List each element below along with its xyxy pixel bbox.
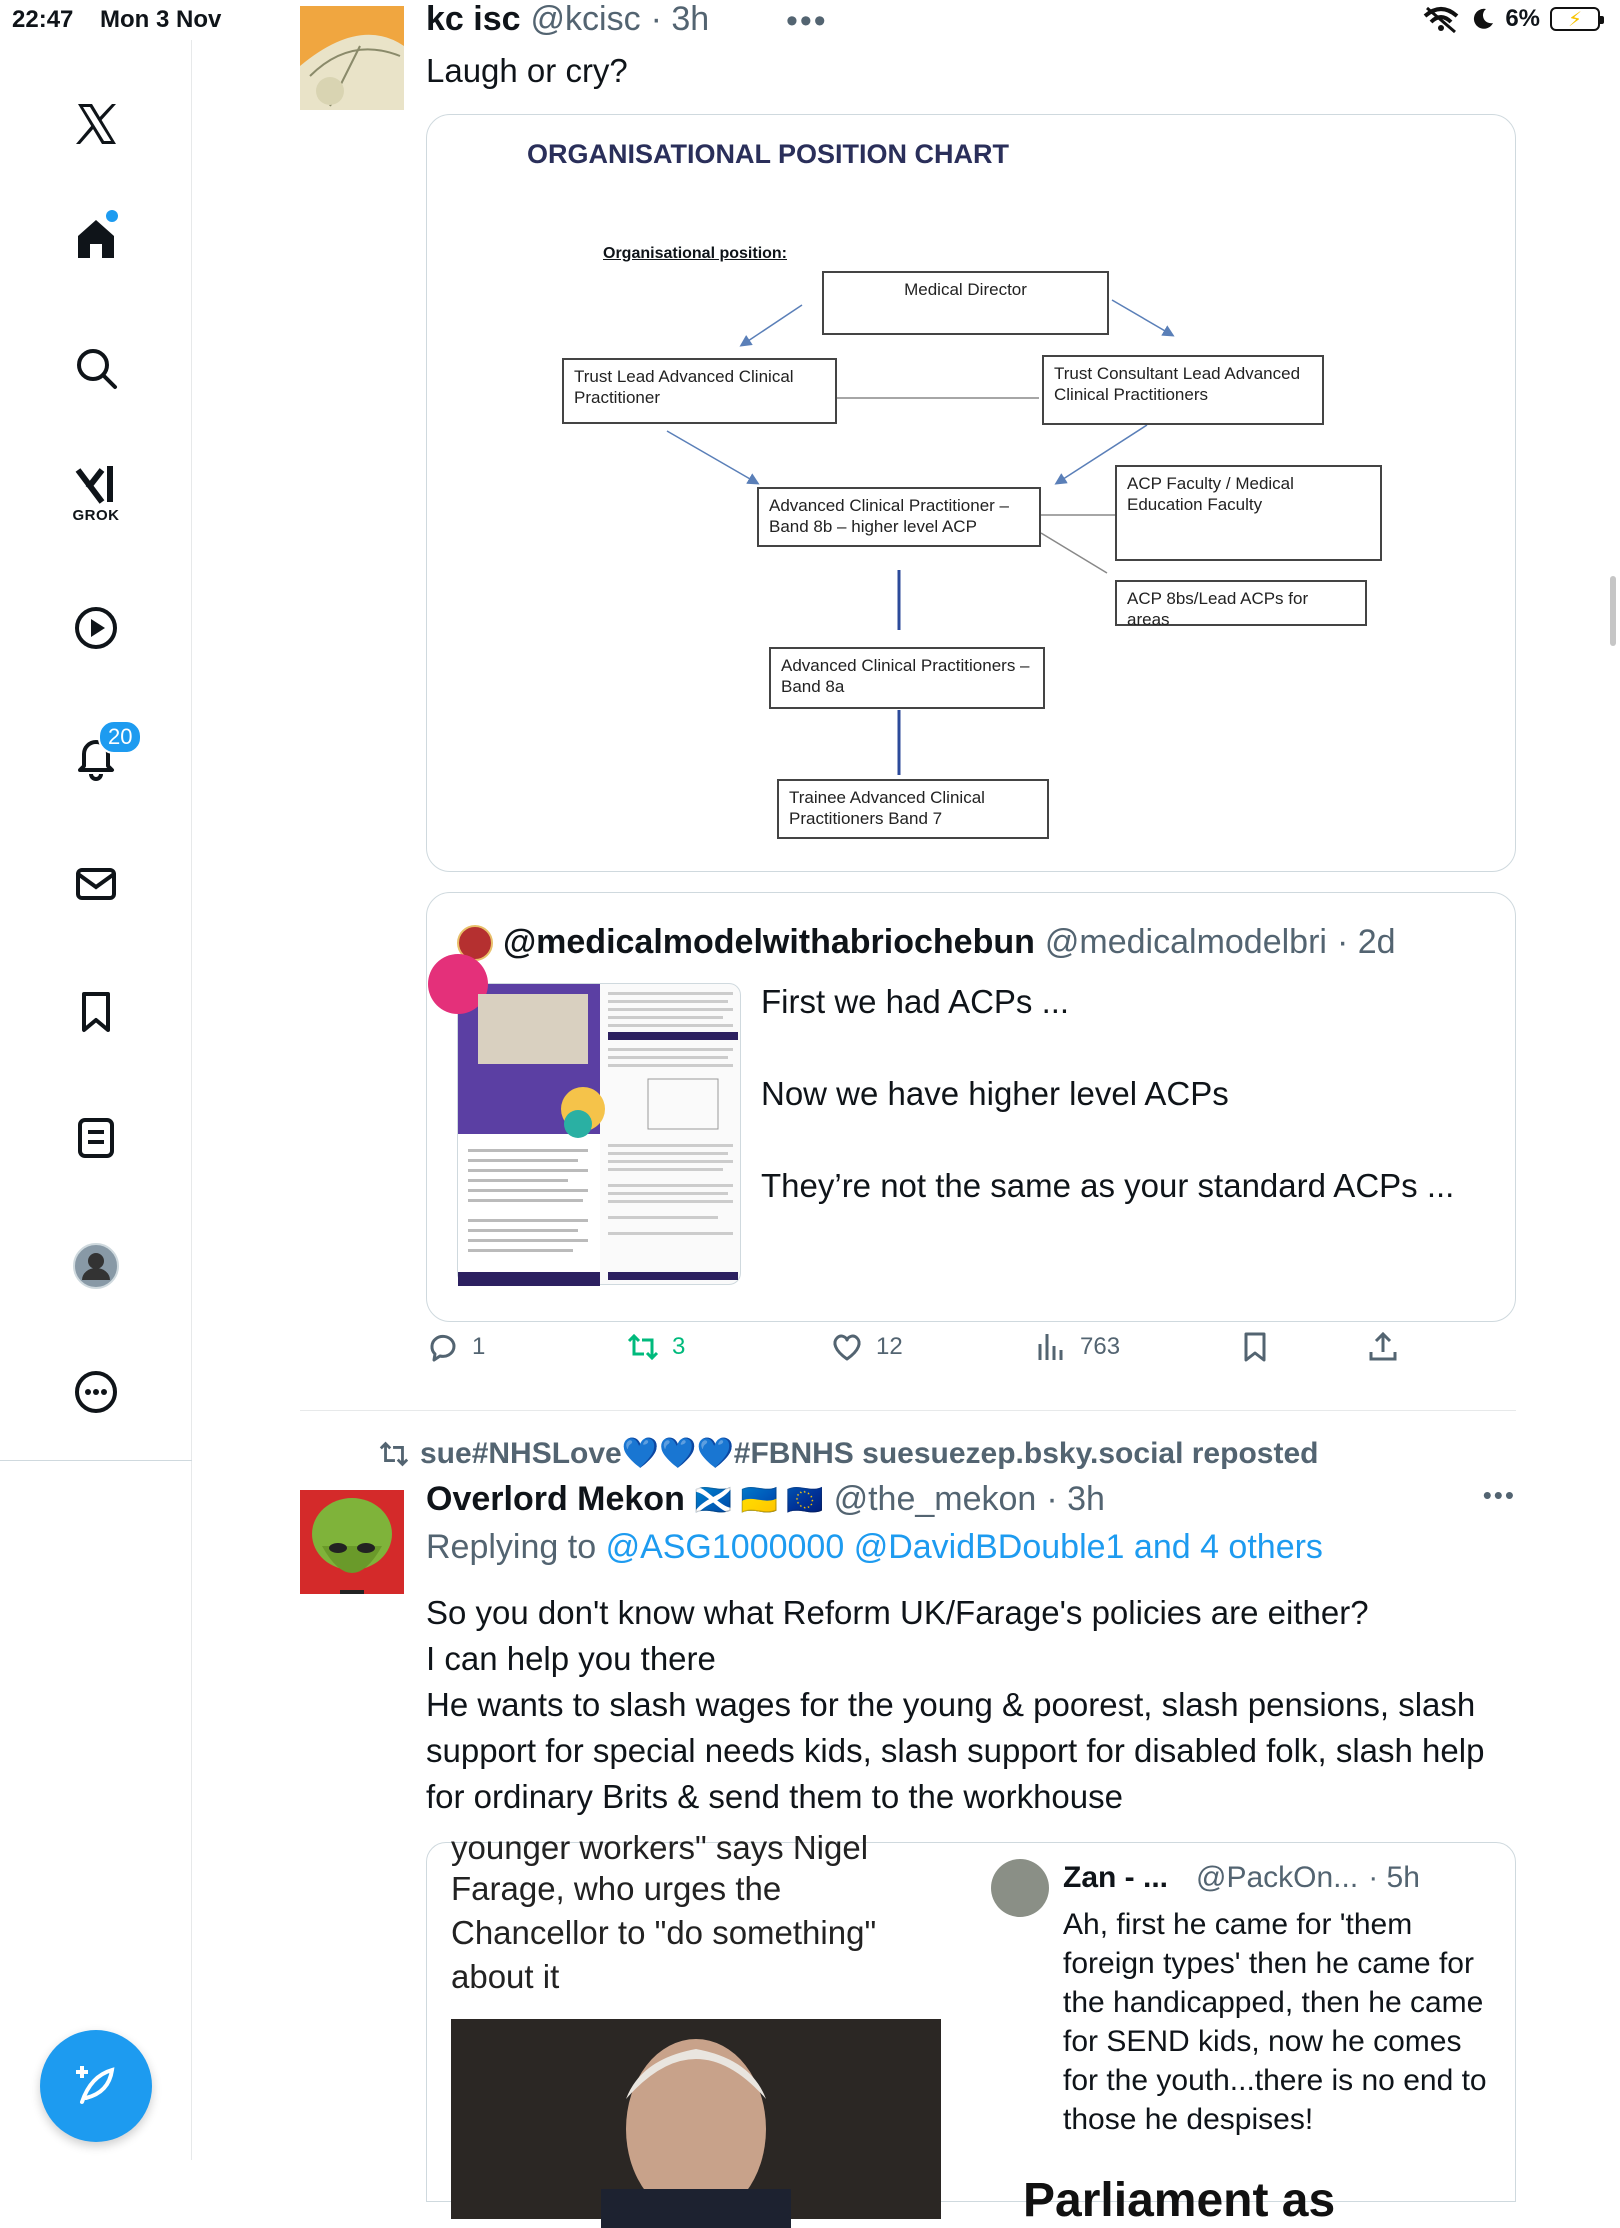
org-box-trainee: Trainee Advanced Clinical Practitioners Band 7 [777,779,1049,839]
sidebar-divider [0,1460,192,1461]
tweet-actions [426,1330,1526,1390]
status-date: Mon 3 Nov [100,6,222,33]
tweet-text [426,1590,1516,1820]
mail-icon [72,860,120,908]
org-box-acp-8b: Advanced Clinical Practitioner – Band 8b – higher level ACP [757,487,1041,547]
compose-button[interactable] [40,2030,152,2142]
list-icon [72,1114,120,1162]
org-box-medical-director: Medical Director [822,271,1109,335]
media-right-header [1063,1861,1420,1895]
media-bottom-partial-text: Parliament as [1023,2174,1336,2227]
view-count: 763 [1080,1333,1121,1360]
nav-lists[interactable] [60,1102,132,1174]
media-right-avatar [991,1859,1049,1917]
author-handle[interactable]: @kcisc [530,0,641,38]
media-video-still [451,2019,941,2219]
quote-author-handle: @medicalmodelbri [1044,923,1327,961]
tweet-header [426,1480,1105,1519]
repost-button[interactable] [626,1330,685,1364]
repost-icon [378,1438,410,1470]
tweet-text-line-1: So you don't know what Reform UK/Farage's policies are either? [426,1594,1369,1631]
nav-profile[interactable] [60,1230,132,1302]
nav-search[interactable] [60,332,132,404]
tweet-image-org-chart[interactable] [426,114,1516,872]
quote-tweet[interactable] [426,892,1516,1322]
tweet-time: · 3h [1046,1480,1105,1518]
media-right-name: Zan - ... [1063,1861,1168,1894]
author-name[interactable]: kc isc [426,0,521,38]
battery-percent: 6% [1505,5,1540,32]
replying-to [426,1528,1323,1567]
nav-messages[interactable] [60,848,132,920]
tweet-header [426,0,709,39]
compose-feather-icon [68,2058,124,2114]
like-count: 12 [876,1333,903,1360]
play-icon [72,604,120,652]
org-box-trust-lead: Trust Lead Advanced Clinical Practitioner [562,358,837,424]
tweet-text: Laugh or cry? [426,52,628,89]
home-unread-dot [106,210,118,222]
nav-home[interactable] [60,202,132,274]
status-right [1421,4,1600,34]
heart-icon [830,1330,864,1364]
media-right-handle: @PackOn... [1196,1861,1359,1894]
views-button[interactable] [1034,1330,1120,1364]
org-chart-title: ORGANISATIONAL POSITION CHART [527,139,1010,169]
replying-prefix: Replying to [426,1528,597,1566]
quote-author-name: @medicalmodelwithabriochebun [503,923,1035,961]
quote-line-3: They’re not the same as your standard ACPs ... [761,1167,1455,1204]
grok-icon [72,462,120,510]
x-logo-icon[interactable] [60,88,132,160]
media-left-top-partial: younger workers" says Nigel [451,1829,869,1866]
author-avatar[interactable] [300,6,404,110]
quote-time: · 2d [1336,923,1396,961]
media-right-text: Ah, first he came for 'them foreign types' then he came for the handicapped, then he came for SEND kids, now he comes for the youth...there is no end to those he despises! [1063,1908,1487,2136]
grok-label: GROK [72,507,120,524]
nav-grok[interactable] [60,450,132,522]
quote-header [457,923,1396,962]
nav-bookmarks[interactable] [60,976,132,1048]
search-icon [72,344,120,392]
org-box-acp-8bs: ACP 8bs/Lead ACPs for areas [1115,580,1367,626]
author-avatar-mekon[interactable] [300,1490,404,1594]
tweet-divider [300,1410,1516,1411]
bookmark-button[interactable] [1238,1330,1272,1364]
nav-more[interactable] [60,1356,132,1428]
media-left-text: Farage, who urges the Chancellor to "do something" about it [451,1870,877,1995]
repost-context[interactable] [378,1436,1318,1471]
sidebar [0,40,192,2160]
reply-button[interactable] [426,1330,485,1364]
tweet-image-collage[interactable] [426,1829,1516,2227]
battery-icon: ⚡ [1550,7,1600,31]
nav-notifications[interactable] [60,720,132,792]
nav-video[interactable] [60,592,132,664]
notification-badge: 20 [98,720,142,754]
replying-to-handles[interactable]: @ASG1000000 @DavidBDouble1 and 4 others [605,1528,1323,1566]
org-box-trust-consultant: Trust Consultant Lead Advanced Clinical Practitioners [1042,355,1324,425]
status-time: 22:47 [12,6,74,33]
profile-avatar-icon [72,1242,120,1290]
author-flags: 🏴󠁧󠁢󠁳󠁣󠁴󠁿 🇺🇦 🇪🇺 [694,1484,824,1517]
quote-text [761,979,1454,1209]
share-icon [1366,1330,1400,1364]
wifi-icon [1421,4,1461,34]
media-right-time: · 5h [1368,1861,1420,1894]
org-chart-subtitle: Organisational position: [603,245,788,262]
tweet-text-line-2: I can help you there [426,1640,716,1677]
more-options-button[interactable]: ••• [1482,1480,1516,1510]
scrollbar-thumb[interactable] [1610,576,1616,646]
quote-line-1: First we had ACPs ... [761,983,1070,1020]
org-box-acp-faculty: ACP Faculty / Medical Education Faculty [1115,465,1382,561]
quote-thumbnail-image[interactable] [457,983,741,1285]
quote-line-2: Now we have higher level ACPs [761,1075,1229,1112]
bookmark-icon [1238,1330,1272,1364]
share-button[interactable] [1366,1330,1400,1364]
tweet-text-line-3: He wants to slash wages for the young & poorest, slash pensions, slash support for special needs kids, slash support for disabled folk, slash help for ordinary Brits & send them to the workhouse [426,1686,1485,1815]
tweet-time: · 3h [650,0,710,38]
repost-count: 3 [672,1333,686,1360]
repost-icon [626,1330,660,1364]
org-box-acp-8a: Advanced Clinical Practitioners – Band 8a [769,647,1045,709]
like-button[interactable] [830,1330,903,1364]
moon-icon [1471,7,1495,31]
author-handle[interactable]: @the_mekon [833,1480,1037,1518]
reply-count: 1 [472,1333,486,1360]
repost-by-text: sue#NHSLove💙💙💙#FBNHS suesuezep.bsky.social reposted [420,1437,1319,1470]
more-options-button[interactable]: ••• [786,2,828,40]
author-name[interactable]: Overlord Mekon [426,1480,685,1518]
views-chart-icon [1034,1330,1068,1364]
bookmark-icon [72,988,120,1036]
reply-icon [426,1330,460,1364]
more-circle-icon [72,1368,120,1416]
